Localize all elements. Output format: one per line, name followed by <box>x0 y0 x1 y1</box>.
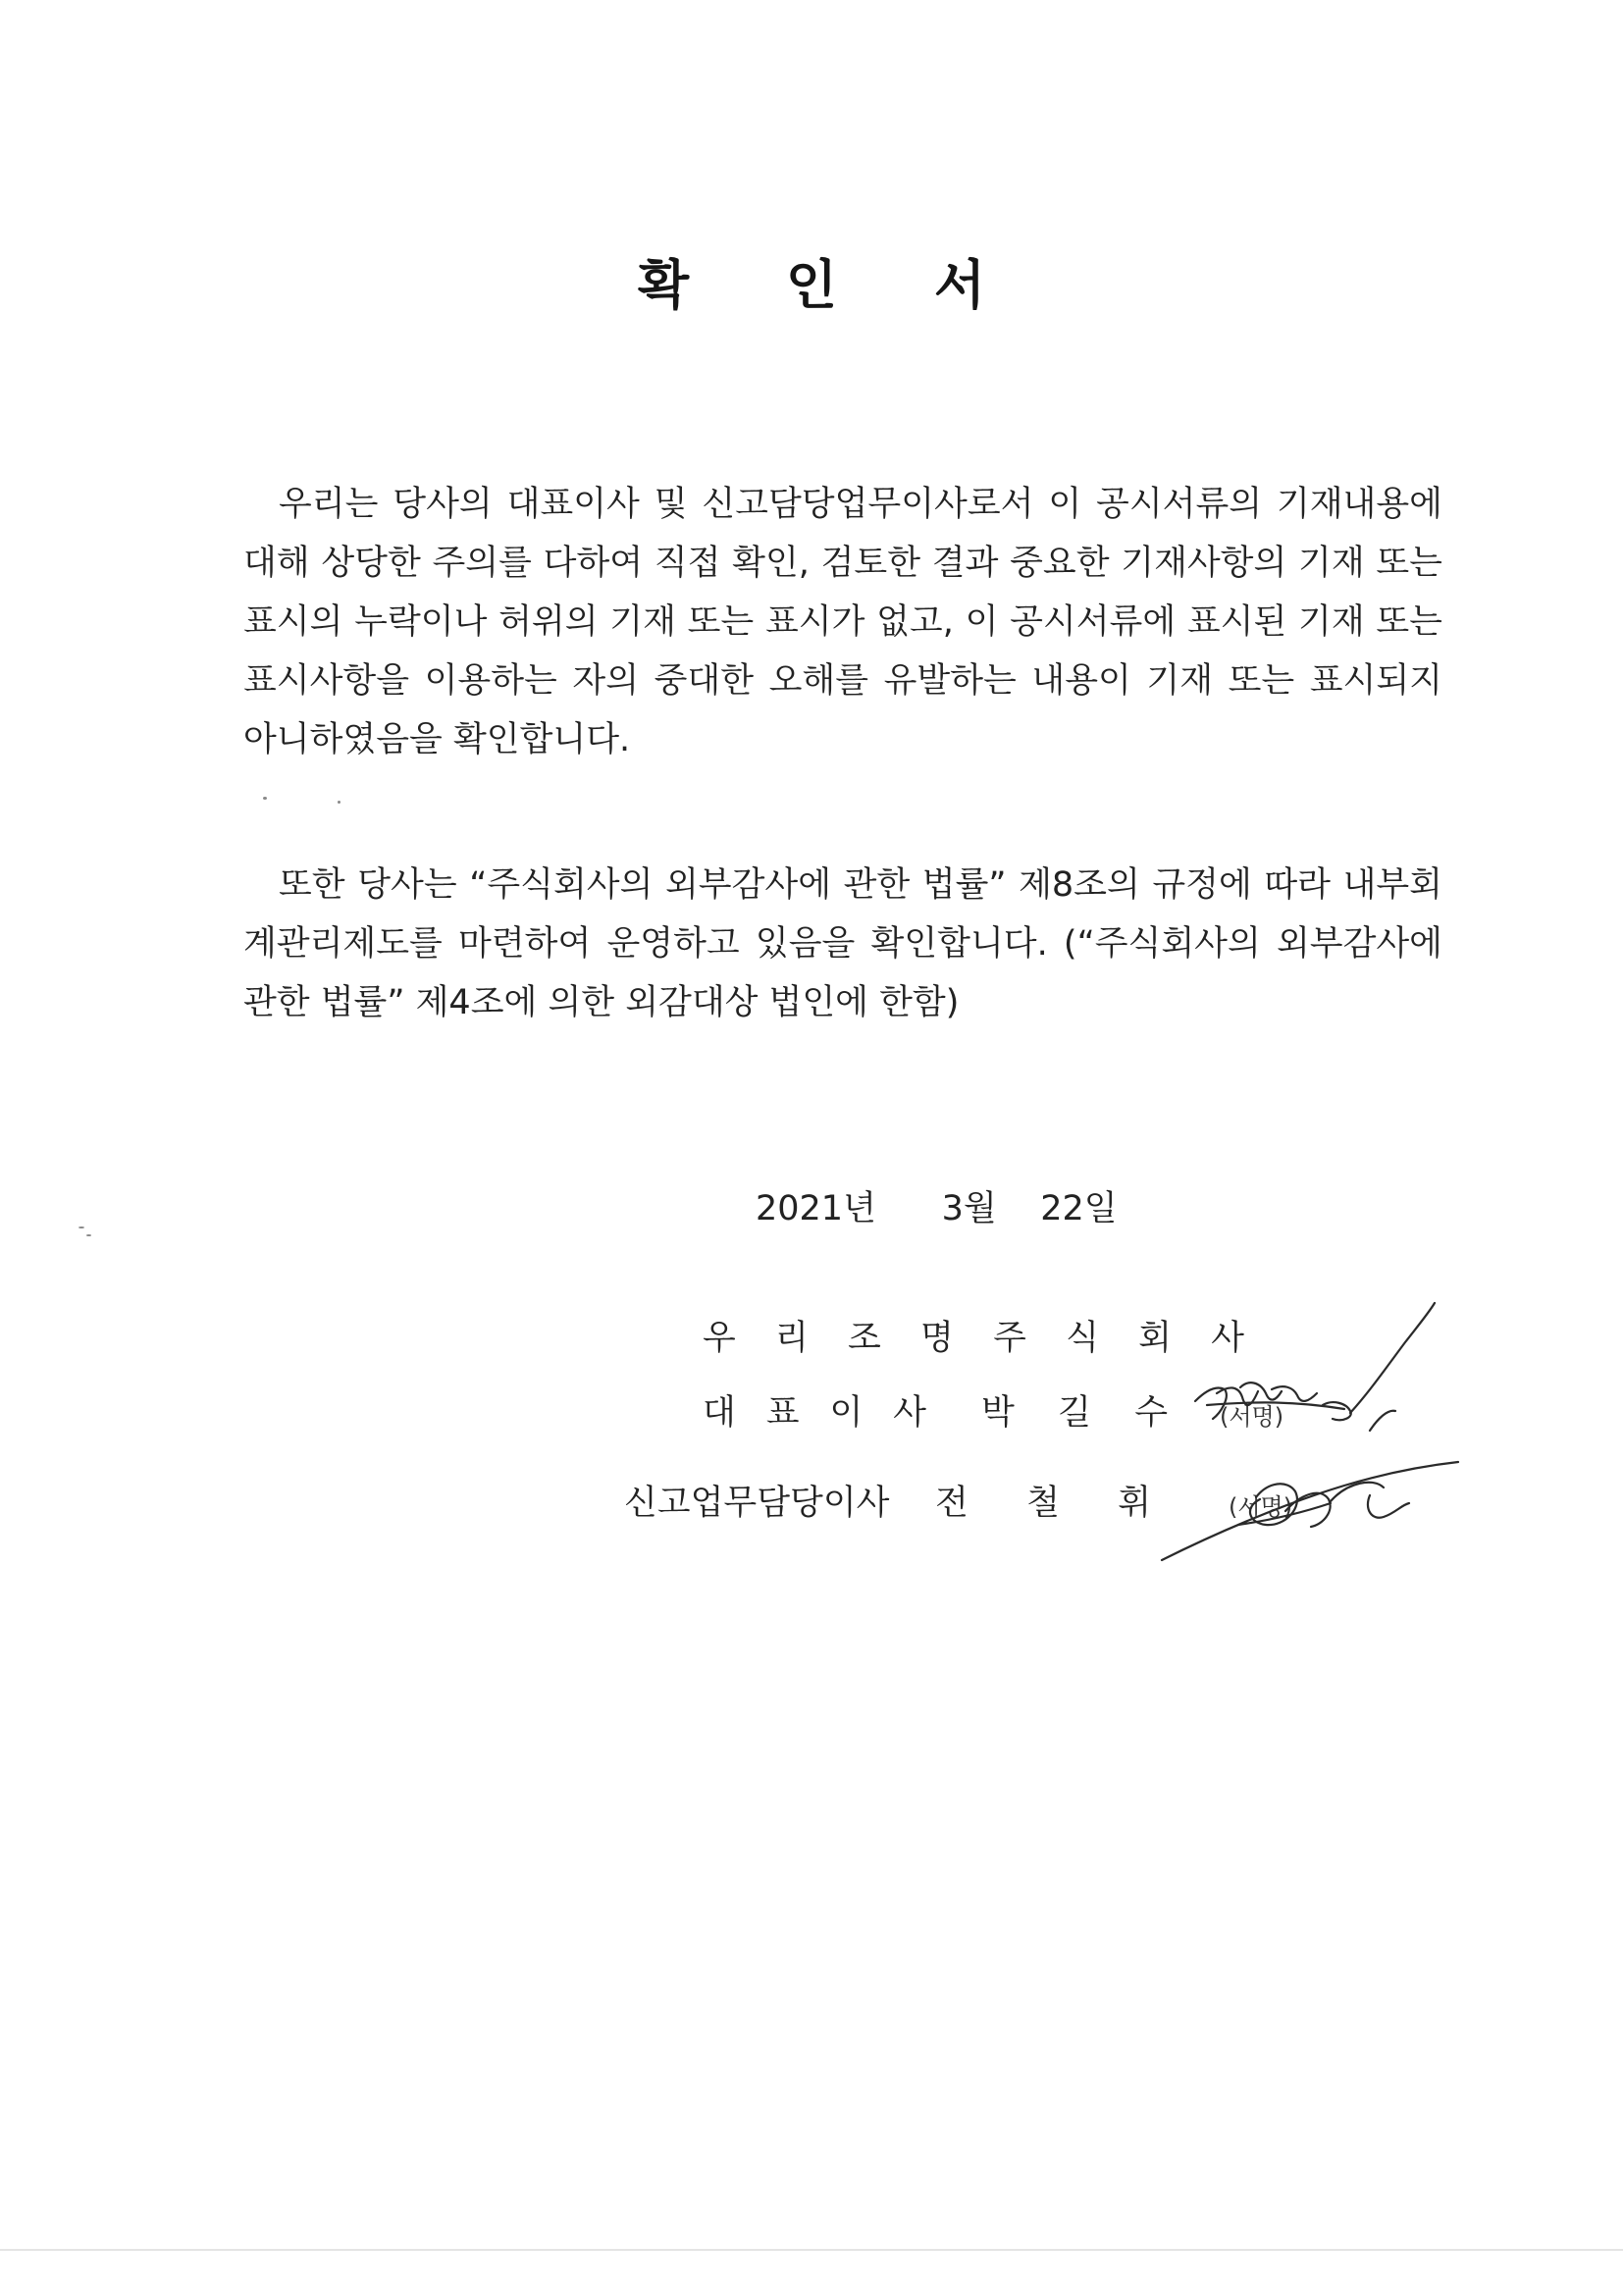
scan-edge-line <box>0 2249 1623 2251</box>
date-month: 3월 <box>941 1189 997 1228</box>
company-char: 주 <box>993 1319 1026 1358</box>
ceo-title-char: 사 <box>893 1393 926 1433</box>
scan-speck <box>79 1226 84 1228</box>
ceo-seal-label: (서명) <box>1220 1403 1284 1431</box>
paragraph-confirmation <box>243 475 1442 769</box>
paragraph-confirmation-text: 우리는 당사의 대표이사 및 신고담당업무이사로서 이 공시서류의 기재내용에 대해 상당한 주의를 다하여 직접 확인, 검토한 결과 중요한 기재사항의 기재 또는 표시의 누락이나 허위의 기재 또는 표시가 없고, 이 공시서류에 표시된 기재 또는 표시사항을 이용하는 자의 중대한 오해를 유발하는 내용이 기재 또는 표시되지 아니하였음을 확인합니다. <box>243 485 1442 759</box>
scan-speck <box>338 801 340 804</box>
officer-seal-label: (서명) <box>1229 1493 1293 1521</box>
ceo-signature <box>1178 1295 1452 1452</box>
document-title: 확 인 서 <box>637 254 1025 316</box>
company-name <box>703 1311 1244 1360</box>
company-char: 회 <box>1138 1319 1172 1358</box>
company-char: 우 <box>703 1319 736 1358</box>
ceo-name-char: 박 <box>981 1393 1015 1433</box>
ceo-title-char: 이 <box>829 1393 864 1433</box>
company-char: 식 <box>1066 1319 1099 1358</box>
officer-name-char: 철 <box>1026 1484 1060 1523</box>
officer-title: 신고업무담당이사 <box>624 1484 890 1523</box>
ceo-name <box>981 1385 1168 1435</box>
document-date <box>756 1181 1118 1230</box>
company-char: 리 <box>775 1319 809 1358</box>
company-char: 조 <box>848 1319 881 1358</box>
paragraph-internal-control-text: 또한 당사는 “주식회사의 외부감사에 관한 법률” 제8조의 규정에 따라 내부회계관리제도를 마련하여 운영하고 있음을 확인합니다. (“주식회사의 외부감사에 관한 법률” 제4조에 의한 외감대상 법인에 한함) <box>243 865 1442 1022</box>
date-year: 2021년 <box>756 1189 876 1228</box>
ceo-name-char: 수 <box>1134 1393 1168 1433</box>
ceo-title-char: 대 <box>703 1393 736 1433</box>
company-char: 명 <box>920 1319 954 1358</box>
ceo-name-char: 길 <box>1058 1393 1091 1433</box>
officer-name-char: 전 <box>935 1484 969 1523</box>
ceo-title <box>703 1385 926 1435</box>
paragraph-internal-control <box>243 856 1442 1032</box>
scan-speck <box>263 797 267 800</box>
company-char: 사 <box>1211 1319 1244 1358</box>
officer-signature <box>1138 1442 1462 1580</box>
officer-name-char: 휘 <box>1118 1484 1151 1523</box>
officer-name <box>935 1476 1151 1525</box>
ceo-title-char: 표 <box>765 1393 800 1433</box>
scan-speck <box>86 1234 91 1236</box>
date-day: 22일 <box>1040 1189 1118 1228</box>
